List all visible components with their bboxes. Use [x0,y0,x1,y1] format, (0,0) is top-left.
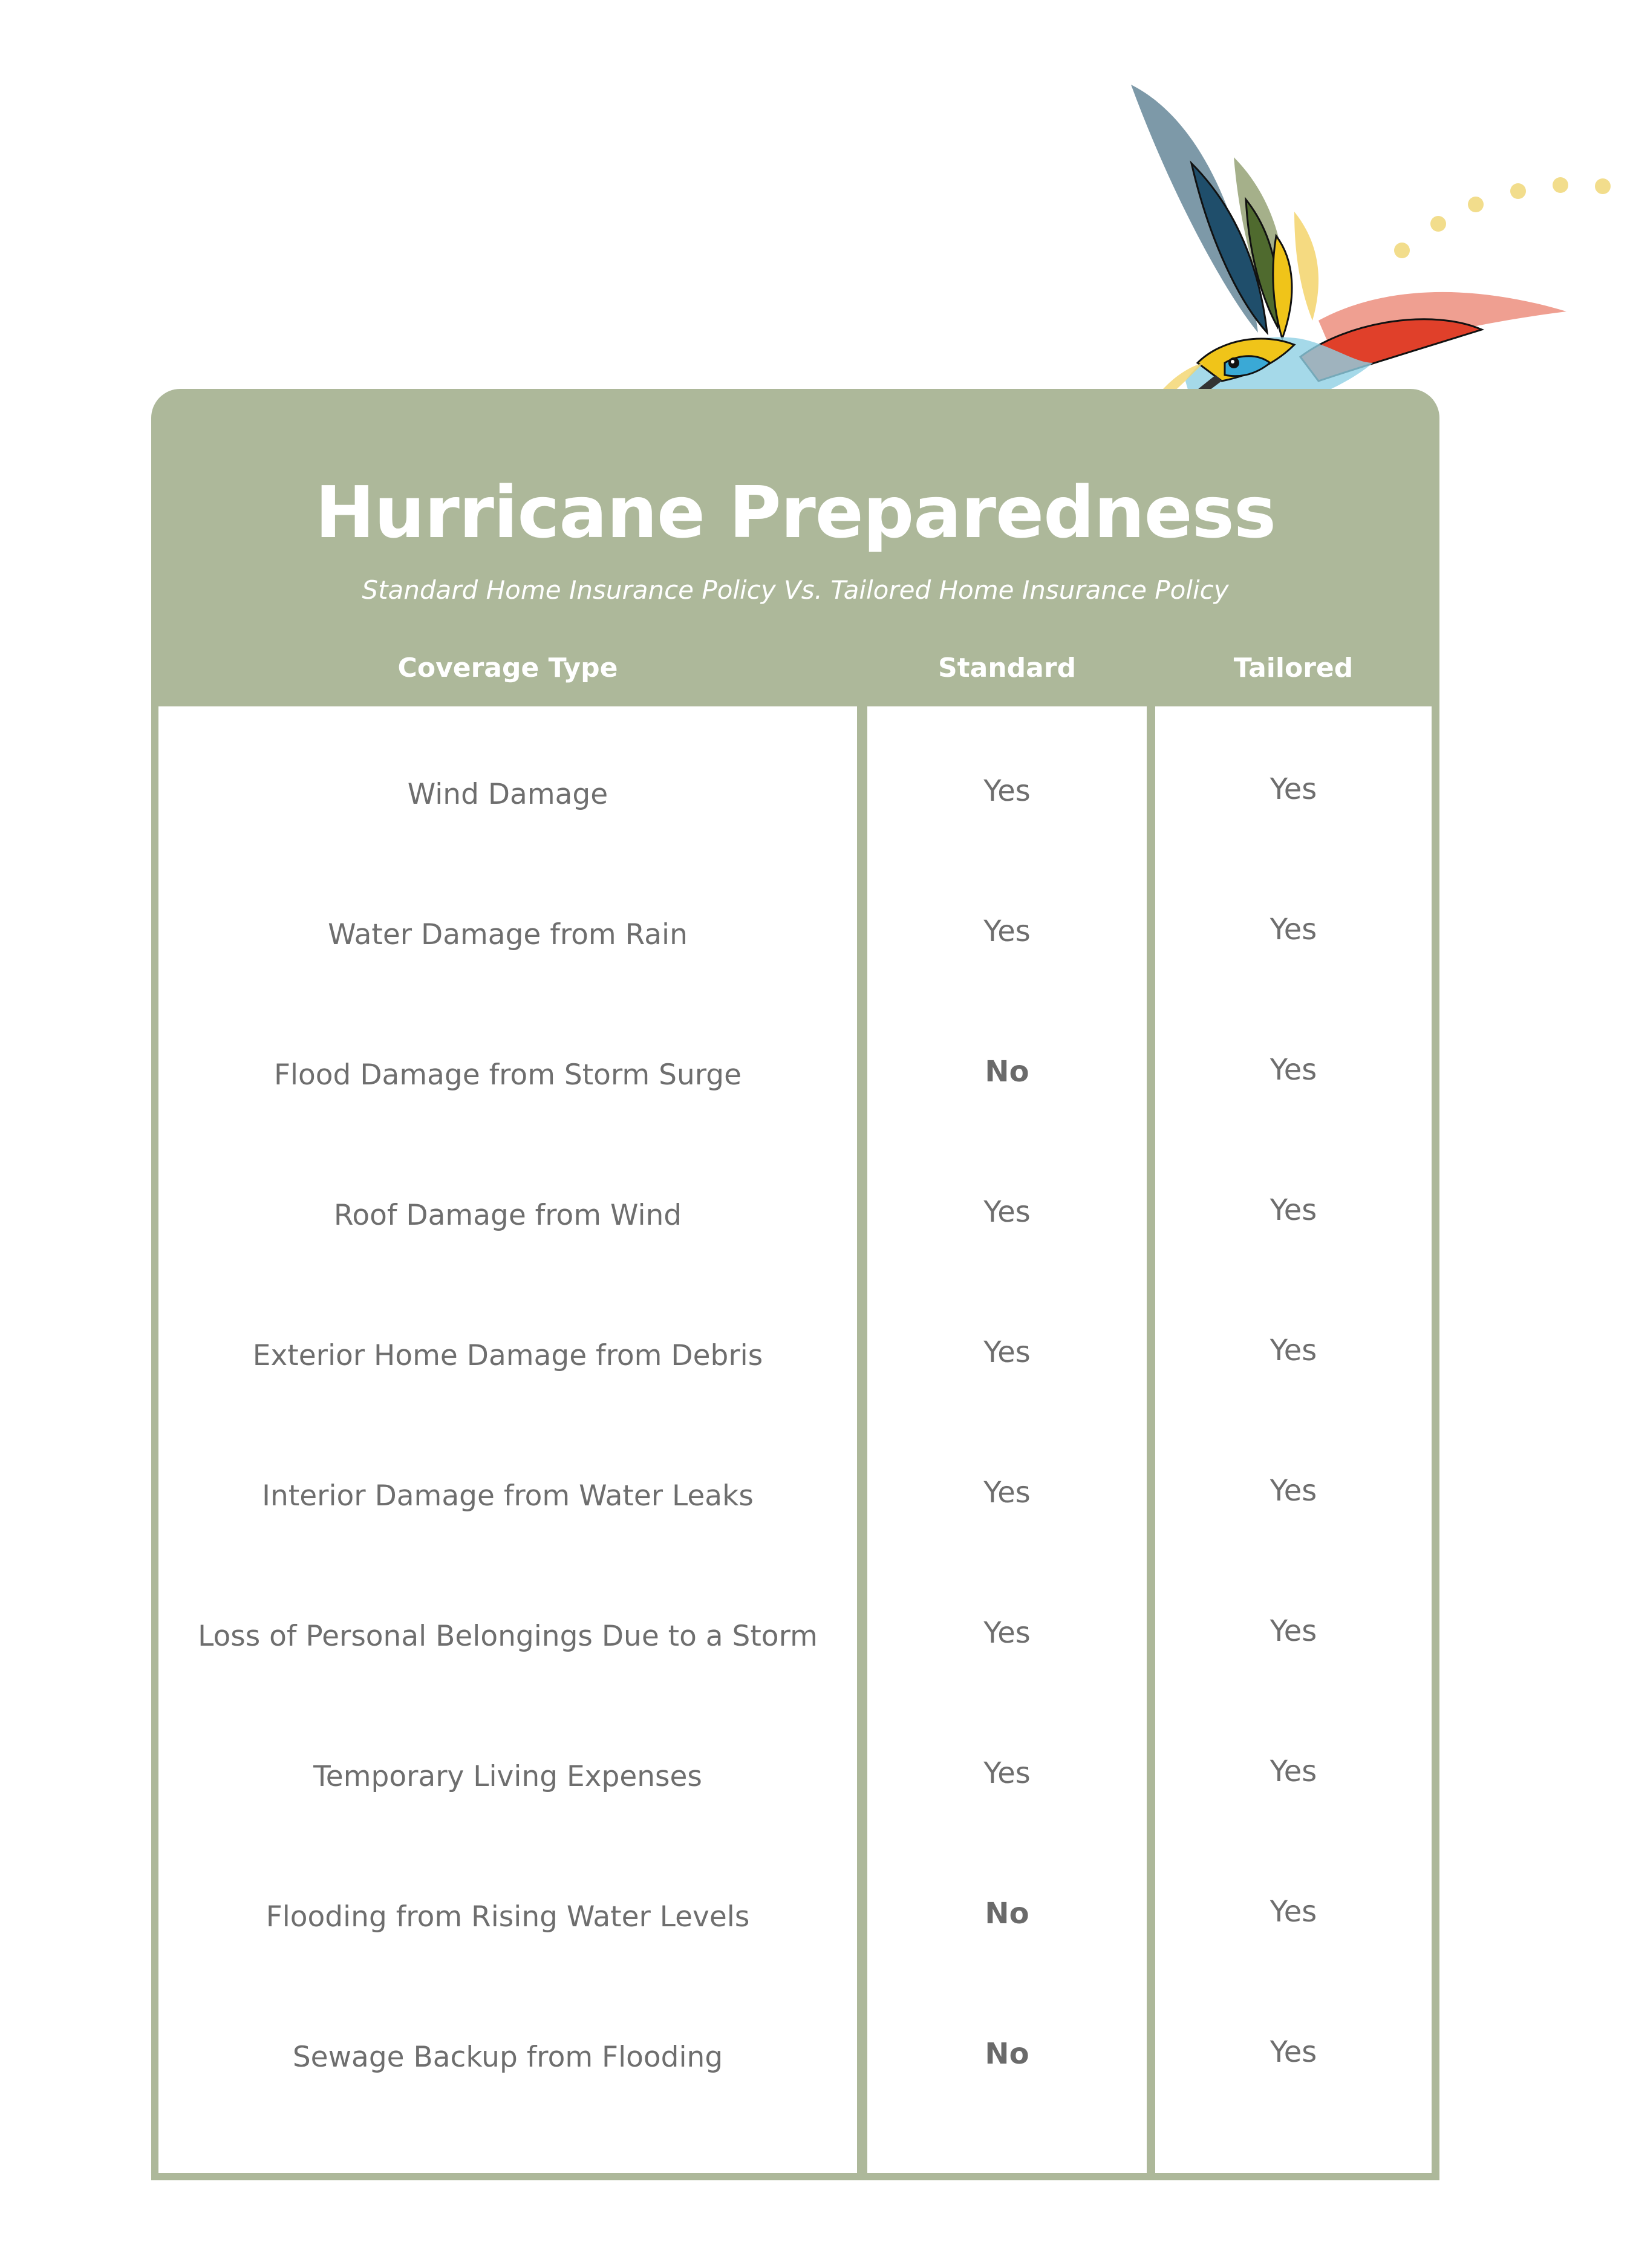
standard-cell: Yes [983,1335,1031,1369]
tailored-cell: Yes [1270,1755,1317,1788]
header-standard: Standard [937,653,1077,683]
tailored-cell: Yes [1270,1334,1317,1367]
tailored-cell: Yes [1270,1474,1317,1508]
coverage-cell: Sewage Backup from Flooding [292,2040,723,2074]
header-tailored: Tailored [1233,653,1354,683]
standard-cell: No [985,2037,1029,2071]
standard-cell: No [985,1897,1029,1931]
coverage-column [158,706,857,2173]
page-title: Hurricane Preparedness [315,471,1276,554]
standard-cell: Yes [983,1476,1031,1510]
tailored-column [1155,706,1432,2173]
coverage-cell: Roof Damage from Wind [333,1198,682,1232]
standard-cell: Yes [983,1756,1031,1790]
page-subtitle: Standard Home Insurance Policy Vs. Tailored Home Insurance Policy [362,575,1229,605]
coverage-cell: Temporary Living Expenses [313,1759,702,1793]
comparison-card [151,389,1439,2180]
standard-cell: Yes [983,774,1031,808]
standard-cell: Yes [983,1195,1031,1229]
tailored-cell: Yes [1270,1193,1317,1227]
standard-cell: Yes [983,914,1031,948]
tailored-cell: Yes [1270,1614,1317,1648]
coverage-cell: Loss of Personal Belongings Due to a Storm [198,1619,818,1653]
coverage-cell: Exterior Home Damage from Debris [252,1338,763,1372]
coverage-cell: Wind Damage [407,777,608,811]
standard-cell: No [985,1055,1029,1089]
header-coverage-type: Coverage Type [397,653,618,683]
tailored-cell: Yes [1270,1895,1317,1929]
tailored-cell: Yes [1270,1053,1317,1087]
standard-column [867,706,1147,2173]
coverage-cell: Water Damage from Rain [328,917,688,951]
tailored-cell: Yes [1270,772,1317,806]
tailored-cell: Yes [1270,2035,1317,2069]
coverage-cell: Flooding from Rising Water Levels [266,1900,750,1934]
coverage-cell: Interior Damage from Water Leaks [262,1479,754,1513]
tailored-cell: Yes [1270,913,1317,947]
standard-cell: Yes [983,1616,1031,1650]
coverage-cell: Flood Damage from Storm Surge [273,1058,742,1092]
